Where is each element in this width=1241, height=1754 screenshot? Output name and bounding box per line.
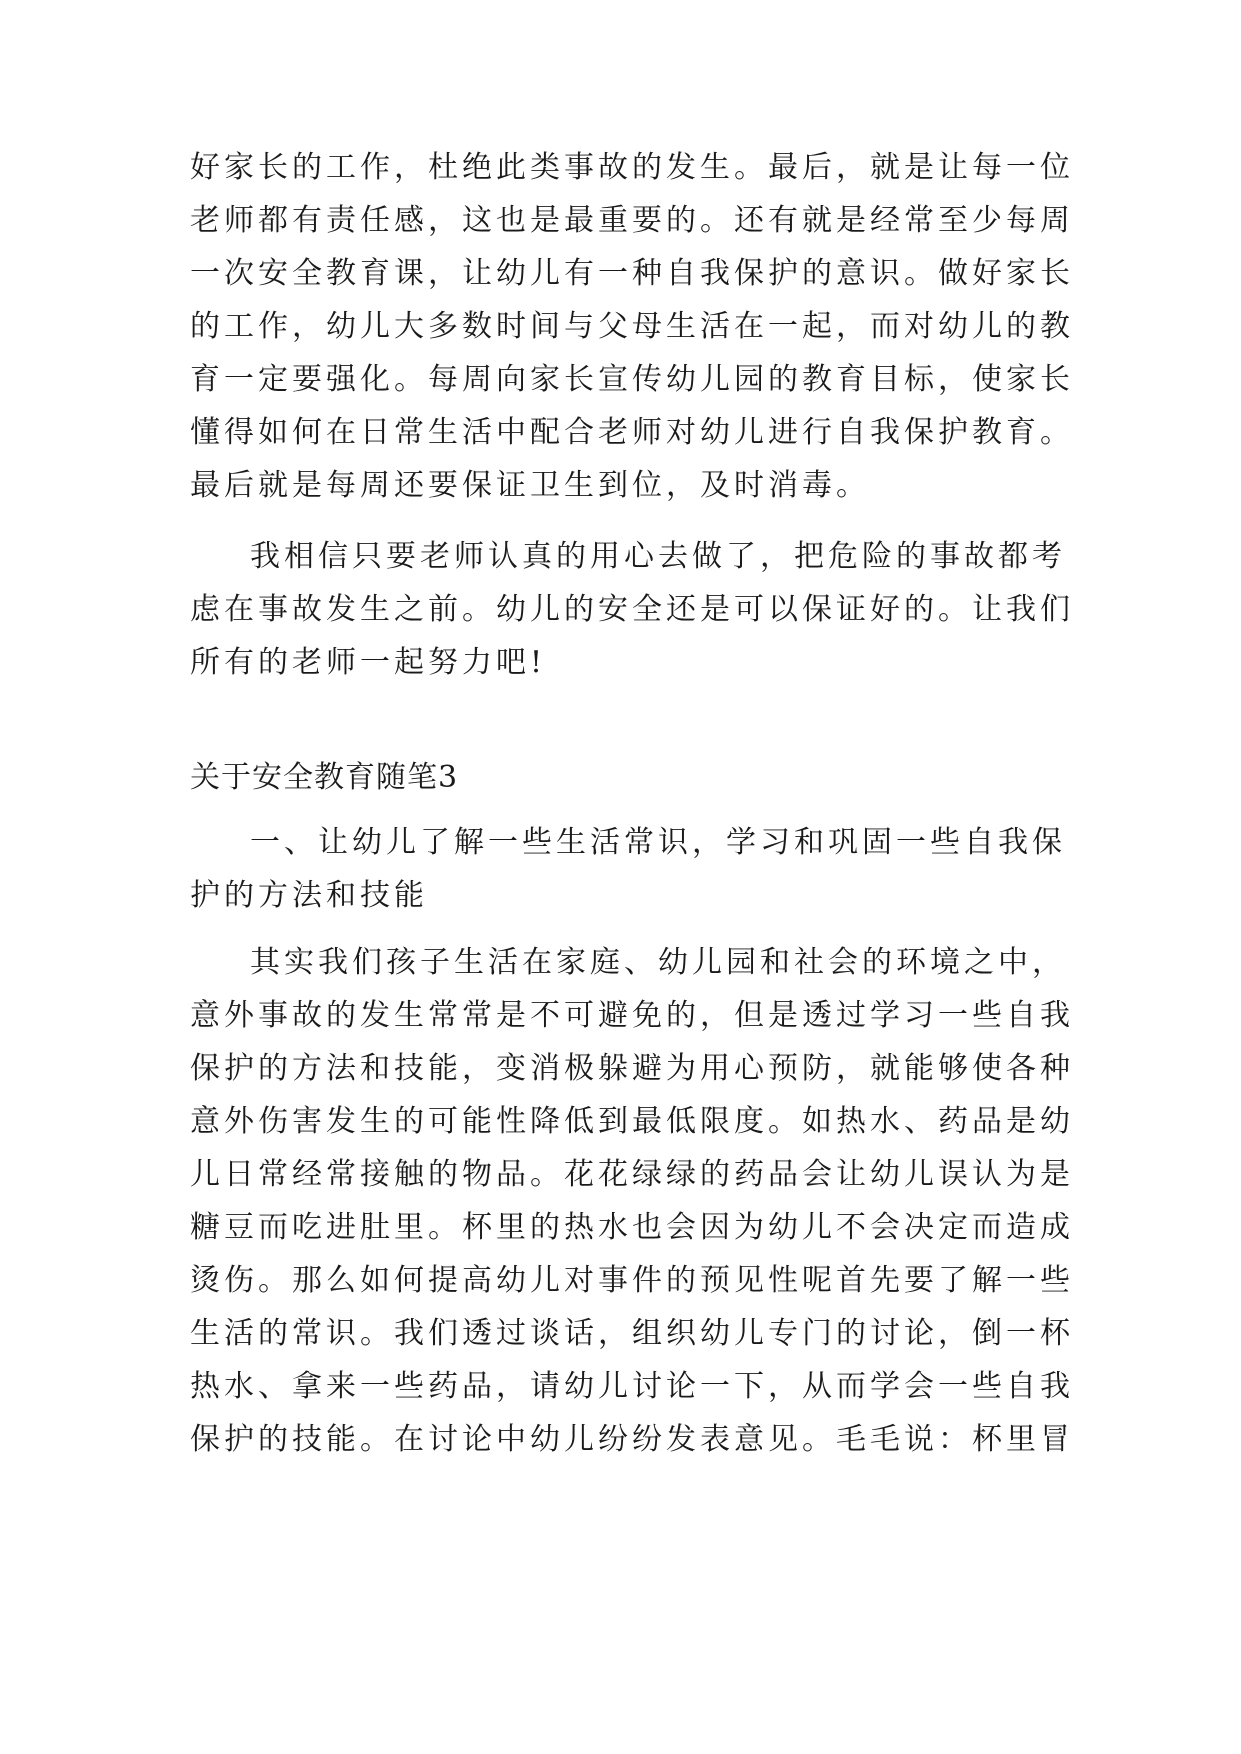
section-title: 关于安全教育随笔3: [190, 760, 459, 795]
text-line: 儿日常经常接触的物品。花花绿绿的药品会让幼儿误认为是: [190, 1157, 1074, 1192]
text-line: 意外伤害发生的可能性降低到最低限度。如热水、药品是幼: [190, 1104, 1074, 1139]
text-line: 最后就是每周还要保证卫生到位，及时消毒。: [190, 468, 870, 503]
text-line: 意外事故的发生常常是不可避免的，但是透过学习一些自我: [190, 998, 1074, 1033]
text-line: 一、让幼儿了解一些生活常识，学习和巩固一些自我保: [250, 825, 1066, 860]
text-line: 热水、拿来一些药品，请幼儿讨论一下，从而学会一些自我: [190, 1369, 1074, 1404]
text-line: 好家长的工作，杜绝此类事故的发生。最后，就是让每一位: [190, 150, 1074, 185]
text-line: 生活的常识。我们透过谈话，组织幼儿专门的讨论，倒一杯: [190, 1316, 1074, 1351]
text-line: 我相信只要老师认真的用心去做了，把危险的事故都考: [250, 539, 1066, 574]
text-line: 的工作，幼儿大多数时间与父母生活在一起，而对幼儿的教: [190, 309, 1074, 344]
text-line: 保护的技能。在讨论中幼儿纷纷发表意见。毛毛说：杯里冒: [190, 1422, 1074, 1457]
text-line: 护的方法和技能: [190, 878, 428, 913]
text-line: 虑在事故发生之前。幼儿的安全还是可以保证好的。让我们: [190, 592, 1074, 627]
text-line: 保护的方法和技能，变消极躲避为用心预防，就能够使各种: [190, 1051, 1074, 1086]
text-line: 懂得如何在日常生活中配合老师对幼儿进行自我保护教育。: [190, 415, 1074, 450]
text-line: 所有的老师一起努力吧!: [190, 645, 547, 680]
text-line: 老师都有责任感，这也是最重要的。还有就是经常至少每周: [190, 203, 1074, 238]
text-line: 糖豆而吃进肚里。杯里的热水也会因为幼儿不会决定而造成: [190, 1210, 1074, 1245]
text-line: 育一定要强化。每周向家长宣传幼儿园的教育目标，使家长: [190, 362, 1074, 397]
text-line: 其实我们孩子生活在家庭、幼儿园和社会的环境之中，: [250, 945, 1066, 980]
text-line: 烫伤。那么如何提高幼儿对事件的预见性呢首先要了解一些: [190, 1263, 1074, 1298]
text-line: 一次安全教育课，让幼儿有一种自我保护的意识。做好家长: [190, 256, 1074, 291]
